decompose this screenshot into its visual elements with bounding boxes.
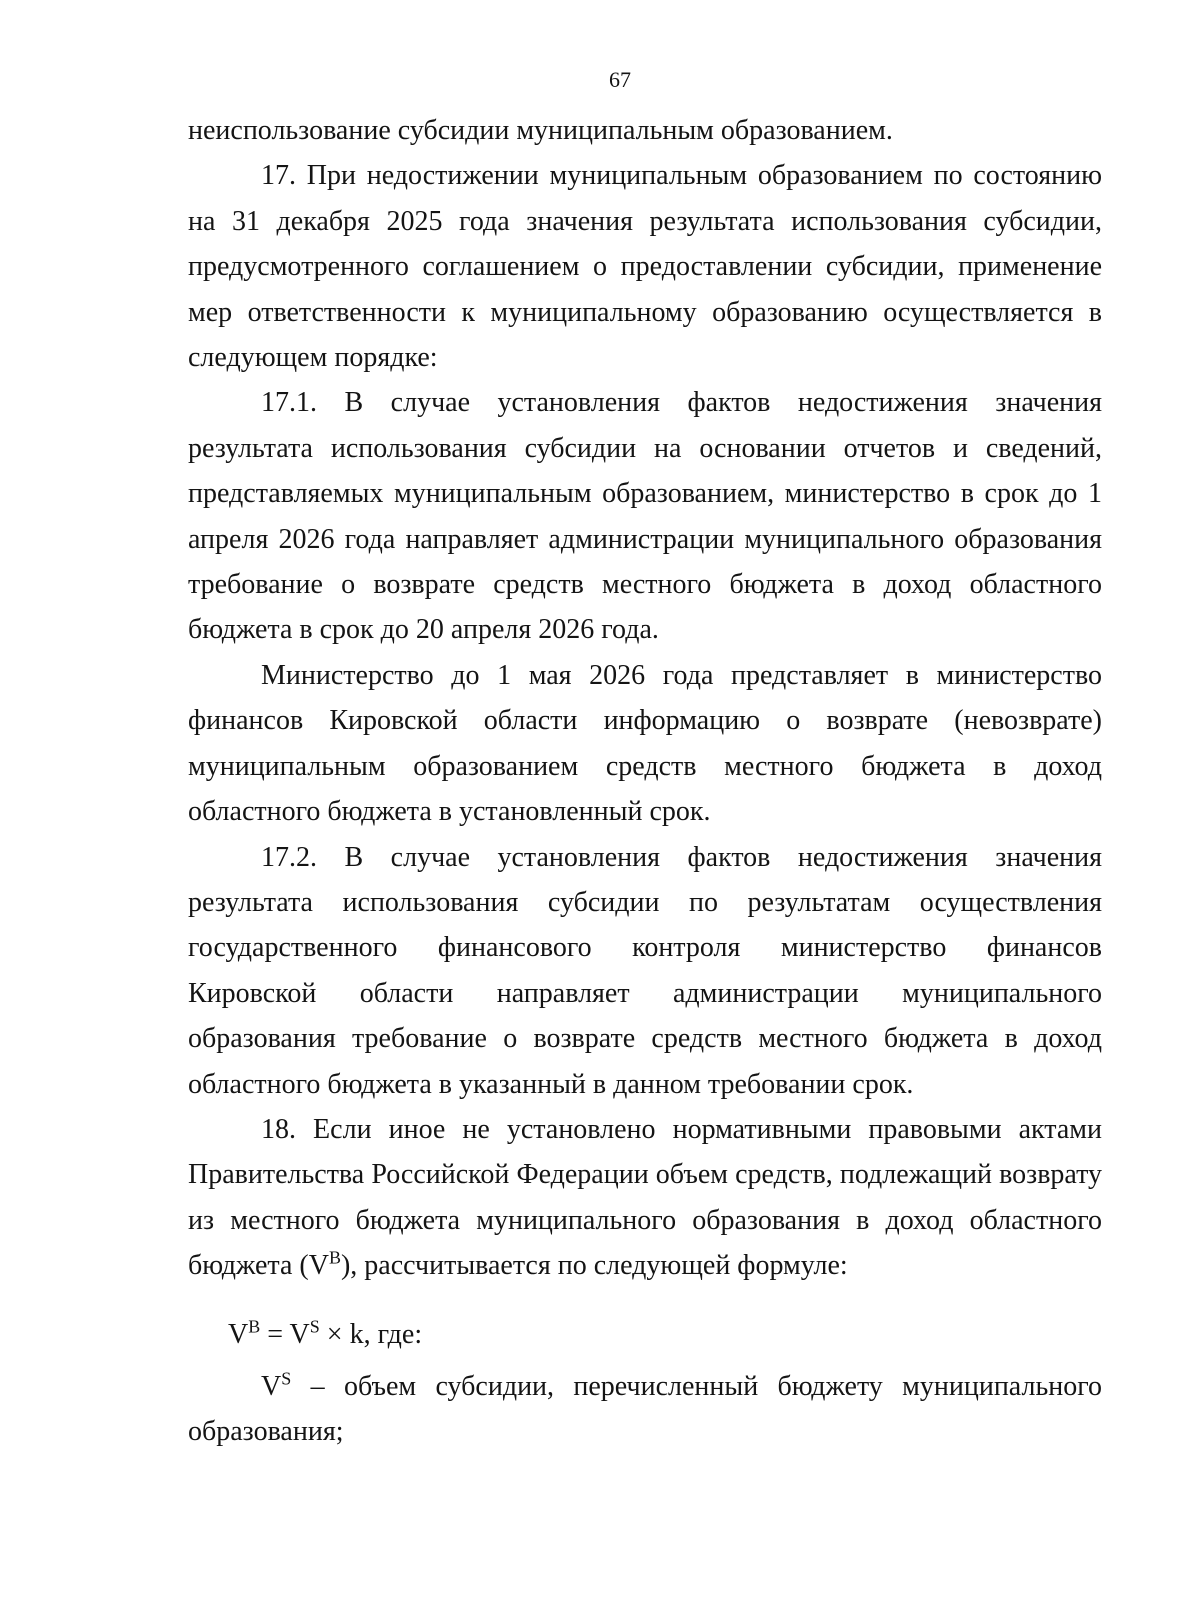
document-body: [188, 108, 1102, 1455]
paragraph-18-text-end: ), рассчитывается по следующей формуле:: [340, 1250, 848, 1282]
page-number: 67: [609, 67, 631, 92]
paragraph-17-1: 17.1. В случае установления фактов недостижения значения результата использования субсидии на основании отчетов и сведений, представляемых муниципальным образованием, министерство в срок до 1 апреля 2026 года направляет администрации муниципального образования требование о возврате средств местного бюджета в доход областного бюджета в срок до 20 апреля 2026 года.: [188, 387, 1102, 646]
paragraph-17-2: 17.2. В случае установления фактов недостижения значения результата использования субсидии по результатам осуществления государственного финансового контроля министерство финансов Кировской области направляет администрации муниципального образования требование о возврате средств местного бюджета в доход областного бюджета в указанный в данном требовании срок.: [188, 841, 1102, 1100]
formula-equals: =: [260, 1318, 290, 1350]
formula-rest: × k, где:: [319, 1318, 423, 1350]
paragraph-18: [188, 1107, 1102, 1289]
formula-lhs-base: V: [228, 1318, 249, 1350]
paragraph-17-1-ministry: Министерство до 1 мая 2026 года представляет в министерство финансов Кировской области информацию о возврате (невозврате) муниципальным образованием средств местного бюджета в доход областного бюджета в установленный срок.: [188, 659, 1102, 828]
formula-rhs-base: V: [289, 1318, 310, 1350]
paragraph-continuation: неиспользование субсидии муниципальным образованием.: [188, 115, 893, 146]
definition-symbol-base: V: [261, 1370, 282, 1402]
definition-vs: [188, 1364, 1102, 1455]
definition-symbol-superscript: S: [281, 1368, 292, 1389]
definition-text: – объем субсидии, перечисленный бюджету муниципального образования;: [188, 1370, 1102, 1448]
formula-lhs-superscript: B: [248, 1316, 261, 1337]
paragraph-17: 17. При недостижении муниципальным образованием по состоянию на 31 декабря 2025 года значения результата использования субсидии, предусмотренного соглашением о предоставлении субсидии, применение мер ответственности к муниципальному образованию осуществляется в следующем порядке:: [188, 160, 1102, 374]
paragraph-18-text-start: 18. Если иное не установлено нормативными правовыми актами Правительства Российской Федерации объем средств, подлежащий возврату из местного бюджета муниципального образования в доход областного бюджета (V: [188, 1113, 1102, 1282]
paragraph-18-superscript: B: [328, 1247, 341, 1268]
formula: [188, 1312, 1102, 1357]
formula-rhs-superscript: S: [309, 1316, 320, 1337]
